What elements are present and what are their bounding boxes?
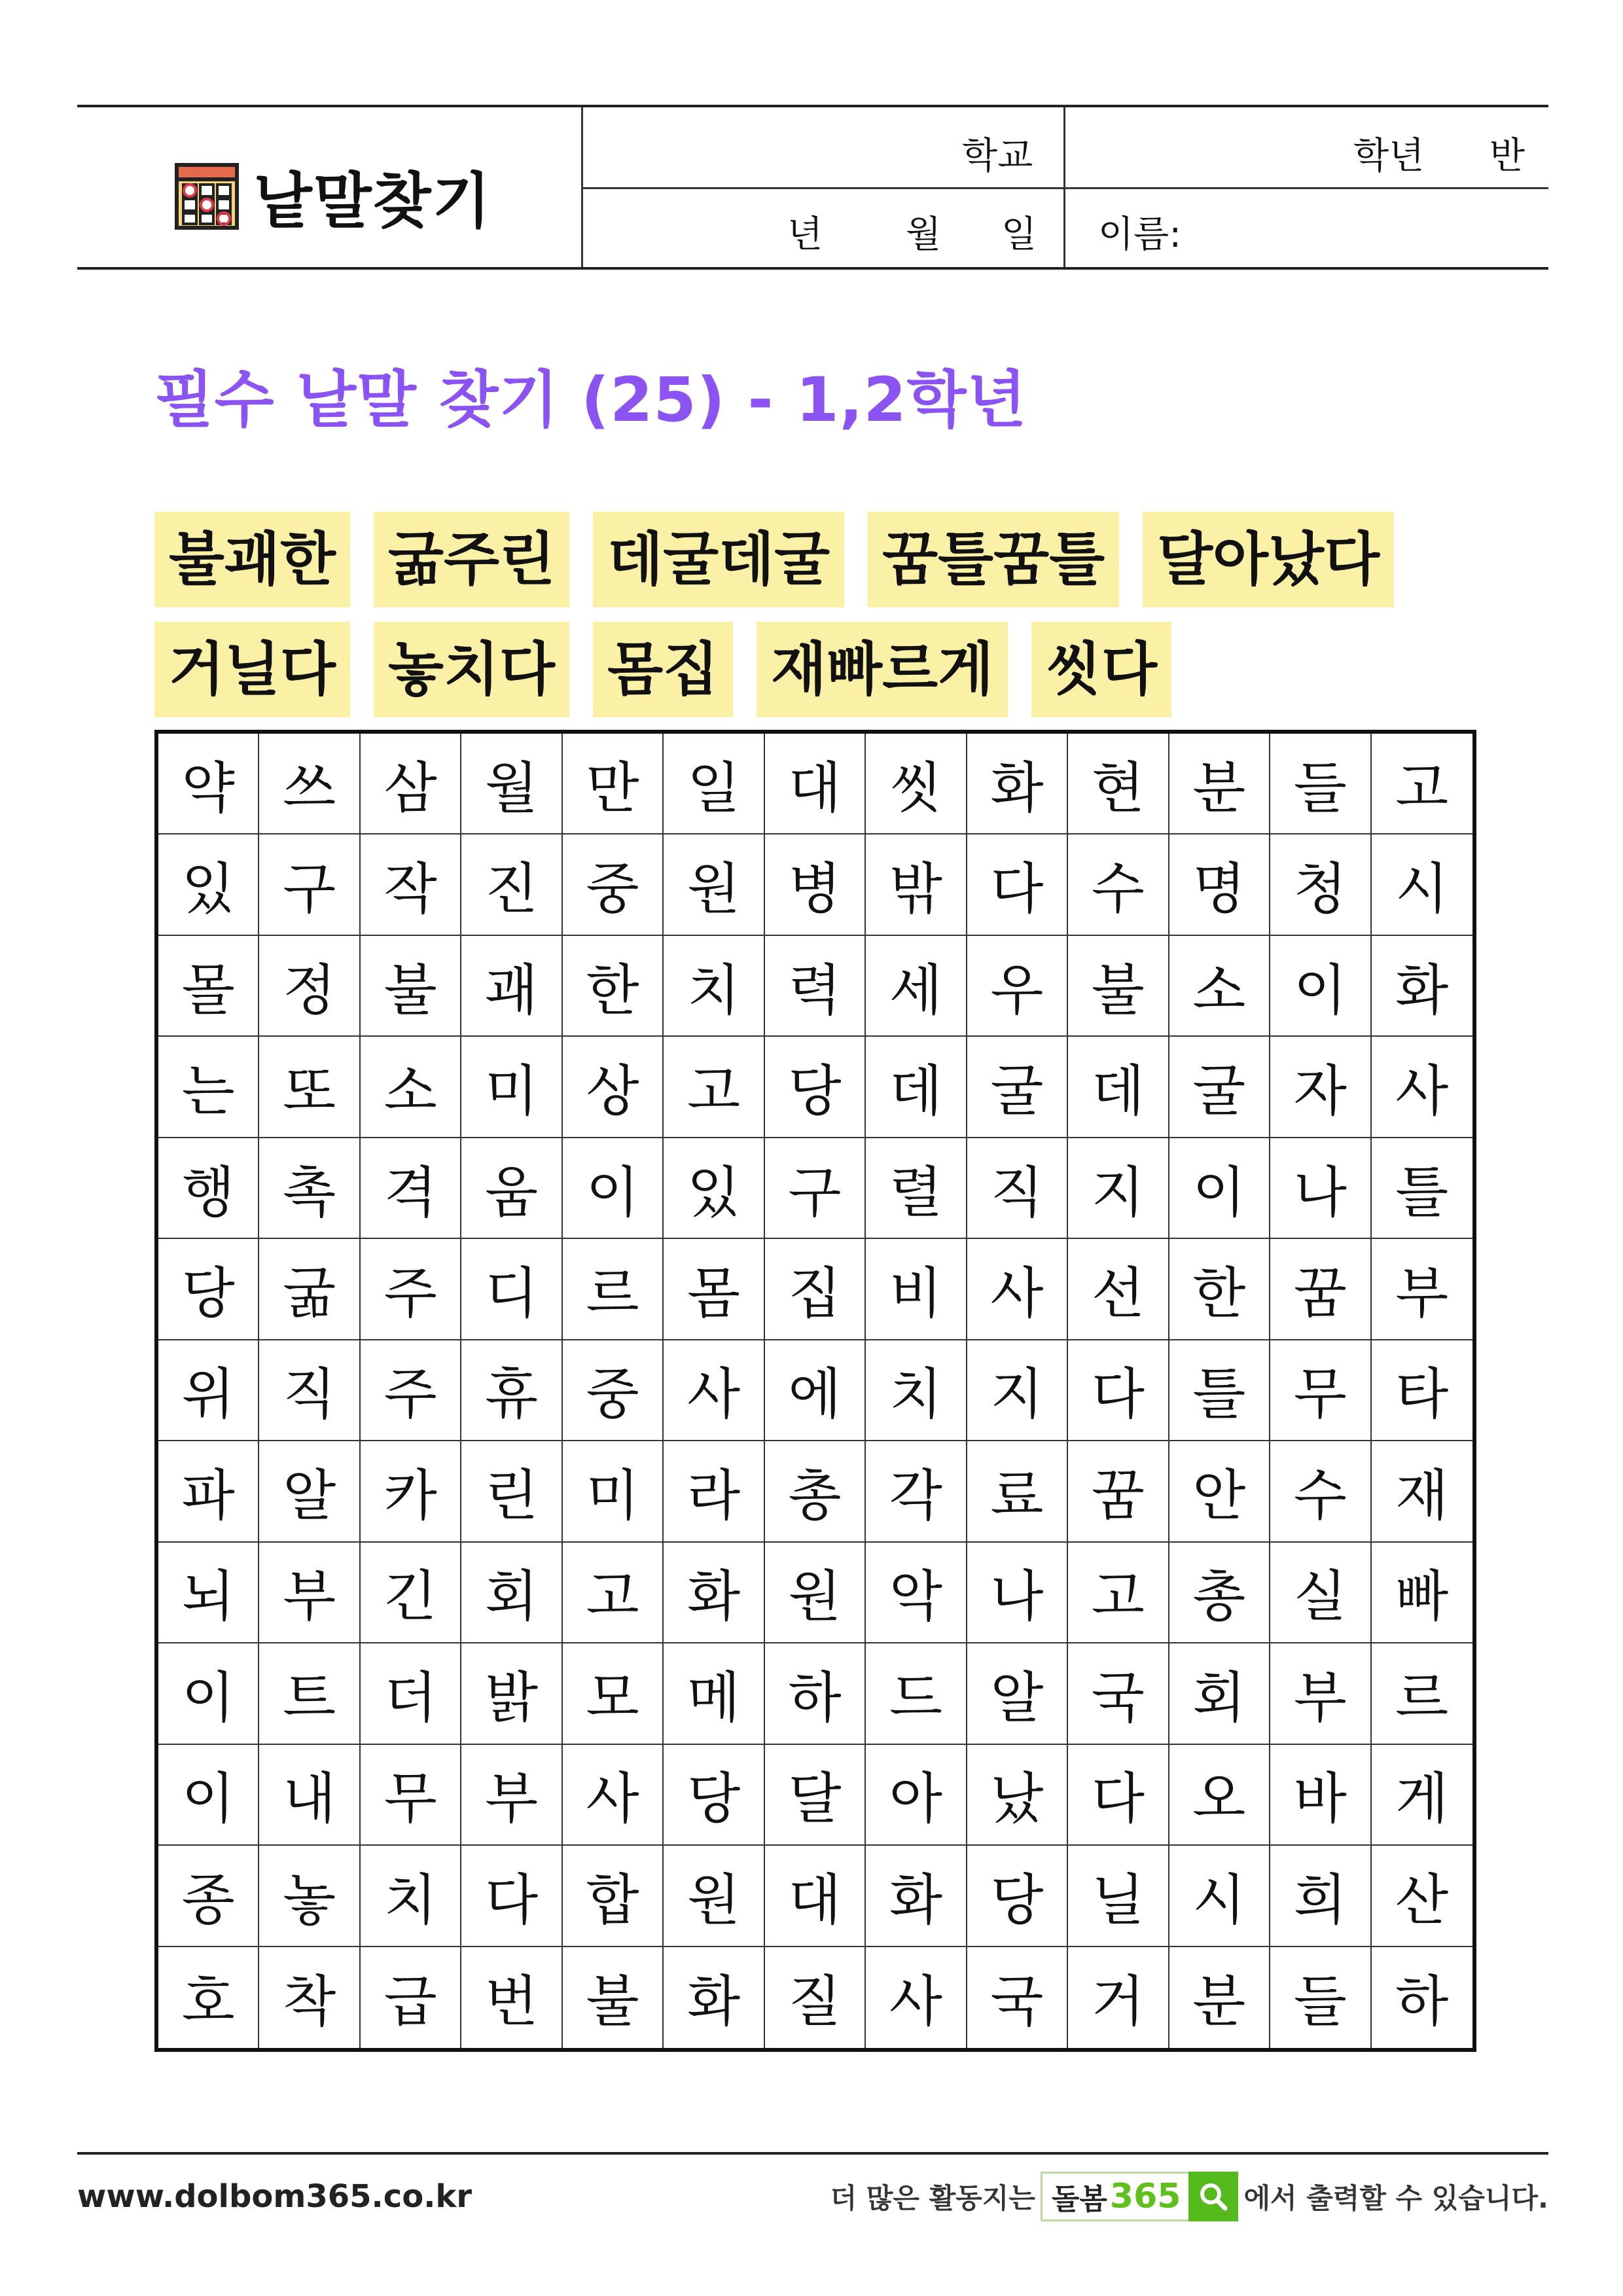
grid-cell[interactable]: 불 xyxy=(1068,936,1169,1037)
grid-cell[interactable]: 분 xyxy=(1169,1947,1270,2048)
grid-cell[interactable]: 지 xyxy=(967,1340,1068,1441)
grid-cell[interactable]: 대 xyxy=(765,734,866,834)
grid-cell[interactable]: 긴 xyxy=(361,1543,461,1643)
grid-cell[interactable]: 호 xyxy=(158,1947,259,2048)
grid-cell[interactable]: 일 xyxy=(664,734,764,834)
grid-cell[interactable]: 밖 xyxy=(866,834,967,935)
grid-cell[interactable]: 밝 xyxy=(461,1643,562,1744)
letter-grid xyxy=(154,730,1476,2052)
word-chip: 씻다 xyxy=(1031,622,1171,717)
word-row xyxy=(154,622,1529,717)
grid-cell[interactable]: 다 xyxy=(1068,1340,1169,1441)
grid-cell[interactable]: 명 xyxy=(1169,834,1270,935)
grid-cell[interactable]: 국 xyxy=(967,1947,1068,2048)
grid-cell[interactable]: 재 xyxy=(1372,1441,1472,1542)
grid-cell[interactable]: 굴 xyxy=(1169,1037,1270,1138)
grid-cell[interactable]: 당 xyxy=(158,1239,259,1340)
grid-cell[interactable]: 당 xyxy=(664,1745,764,1846)
grid-cell[interactable]: 트 xyxy=(259,1643,360,1744)
grid-cell[interactable]: 드 xyxy=(866,1643,967,1744)
footer-divider xyxy=(77,2152,1548,2155)
grid-cell[interactable]: 화 xyxy=(664,1543,764,1643)
badge-name: 돌봄 xyxy=(1051,2183,1107,2216)
grid-cell[interactable]: 꿈 xyxy=(1068,1441,1169,1542)
grid-cell[interactable]: 악 xyxy=(866,1543,967,1643)
grid-cell[interactable]: 진 xyxy=(461,834,562,935)
grid-cell[interactable]: 이 xyxy=(158,1745,259,1846)
site-url[interactable]: www.dolbom365.co.kr xyxy=(77,2178,473,2215)
grid-cell[interactable]: 실 xyxy=(1270,1543,1371,1643)
name-label: 이름: xyxy=(1098,213,1182,256)
grid-cell[interactable]: 작 xyxy=(361,834,461,935)
grid-cell[interactable]: 소 xyxy=(361,1037,461,1138)
grid-cell[interactable]: 몰 xyxy=(158,936,259,1037)
grid-cell[interactable]: 상 xyxy=(563,1037,664,1138)
promo-suffix: 에서 출력할 수 있습니다. xyxy=(1243,2182,1548,2214)
grid-cell[interactable]: 각 xyxy=(866,1441,967,1542)
grid-cell[interactable]: 착 xyxy=(259,1947,360,2048)
word-chip: 거닐다 xyxy=(154,622,350,717)
grid-cell[interactable]: 이 xyxy=(1270,936,1371,1037)
grid-cell[interactable]: 있 xyxy=(664,1138,764,1239)
grid-cell[interactable]: 주 xyxy=(361,1239,461,1340)
grid-cell[interactable]: 나 xyxy=(967,1543,1068,1643)
grid-cell[interactable]: 하 xyxy=(1395,1969,1449,2034)
grid-cell[interactable]: 불 xyxy=(563,1947,664,2048)
grid-cell[interactable]: 오 xyxy=(1169,1745,1270,1846)
grid-cell[interactable]: 무 xyxy=(1270,1340,1371,1441)
worksheet-header xyxy=(77,105,1548,270)
page-title: 필수 낱말 찾기 (25) - 1,2학년 xyxy=(154,365,1027,436)
grid-cell[interactable]: 타 xyxy=(1372,1340,1472,1441)
grid-cell[interactable]: 아 xyxy=(866,1745,967,1846)
grid-cell[interactable]: 격 xyxy=(361,1138,461,1239)
grid-cell[interactable]: 고 xyxy=(563,1543,664,1643)
grid-cell[interactable]: 치 xyxy=(361,1846,461,1946)
grid-cell[interactable]: 원 xyxy=(664,834,764,935)
grid-cell[interactable]: 현 xyxy=(1068,734,1169,834)
grid-cell[interactable]: 총 xyxy=(1169,1543,1270,1643)
grid-cell[interactable]: 불 xyxy=(361,936,461,1037)
grid-cell[interactable]: 원 xyxy=(765,1543,866,1643)
grid-cell[interactable]: 알 xyxy=(259,1441,360,1542)
grid-cell[interactable]: 병 xyxy=(765,834,866,935)
grid-cell[interactable]: 산 xyxy=(1372,1846,1472,1946)
grid-cell[interactable]: 지 xyxy=(1068,1138,1169,1239)
grid-cell[interactable]: 데 xyxy=(1068,1037,1169,1138)
grid-cell[interactable]: 위 xyxy=(158,1340,259,1441)
grid-cell[interactable]: 닐 xyxy=(1068,1846,1169,1946)
grid-cell[interactable]: 들 xyxy=(1270,734,1371,834)
grid-cell[interactable]: 부 xyxy=(461,1745,562,1846)
site-badge[interactable] xyxy=(1041,2172,1239,2221)
word-chip: 달아났다 xyxy=(1143,512,1394,607)
grid-cell[interactable]: 종 xyxy=(158,1846,259,1946)
grid-cell[interactable]: 료 xyxy=(967,1441,1068,1542)
grid-cell[interactable]: 더 xyxy=(361,1643,461,1744)
grid-cell[interactable]: 치 xyxy=(866,1340,967,1441)
grid-cell[interactable]: 부 xyxy=(1372,1239,1472,1340)
grid-cell[interactable]: 게 xyxy=(1372,1745,1472,1846)
grid-cell[interactable]: 자 xyxy=(1270,1037,1371,1138)
grid-cell[interactable]: 고 xyxy=(1372,734,1472,834)
word-chip: 몸집 xyxy=(593,622,733,717)
grid-cell[interactable]: 월 xyxy=(461,734,562,834)
grid-cell[interactable]: 라 xyxy=(664,1441,764,1542)
grid-cell[interactable]: 다 xyxy=(967,834,1068,935)
grid-cell[interactable]: 비 xyxy=(866,1239,967,1340)
grid-cell[interactable]: 괘 xyxy=(461,936,562,1037)
grid-cell[interactable]: 만 xyxy=(563,734,664,834)
grid-cell[interactable]: 집 xyxy=(765,1239,866,1340)
grid-cell[interactable]: 사 xyxy=(866,1947,967,2048)
grid-cell[interactable]: 희 xyxy=(1270,1846,1371,1946)
grid-cell[interactable]: 합 xyxy=(563,1846,664,1946)
grid-cell[interactable]: 우 xyxy=(967,936,1068,1037)
grid-cell[interactable]: 주 xyxy=(361,1340,461,1441)
grid-cell[interactable]: 휴 xyxy=(461,1340,562,1441)
grid-cell[interactable]: 사 xyxy=(1372,1037,1472,1138)
word-chip: 놓치다 xyxy=(374,622,569,717)
grid-cell[interactable]: 회 xyxy=(461,1543,562,1643)
grid-cell[interactable]: 수 xyxy=(1068,834,1169,935)
grid-cell[interactable]: 분 xyxy=(1169,734,1270,834)
grid-cell[interactable]: 있 xyxy=(158,834,259,935)
grid-cell[interactable]: 청 xyxy=(1270,834,1371,935)
grid-cell[interactable]: 수 xyxy=(1270,1441,1371,1542)
grid-cell[interactable]: 부 xyxy=(259,1543,360,1643)
grid-cell[interactable]: 구 xyxy=(765,1138,866,1239)
grid-cell[interactable]: 이 xyxy=(1169,1138,1270,1239)
grid-cell[interactable]: 빠 xyxy=(1372,1543,1472,1643)
promo-text xyxy=(830,2172,1548,2221)
grid-cell[interactable]: 났 xyxy=(967,1745,1068,1846)
grid-cell[interactable]: 질 xyxy=(765,1947,866,2048)
grid-cell[interactable]: 틀 xyxy=(1372,1138,1472,1239)
grid-cell[interactable]: 놓 xyxy=(259,1846,360,1946)
grid-cell[interactable]: 화 xyxy=(664,1947,764,2048)
grid-cell[interactable]: 번 xyxy=(461,1947,562,2048)
grid-cell[interactable]: 꿈 xyxy=(1270,1239,1371,1340)
grid-cell[interactable]: 한 xyxy=(563,936,664,1037)
grid-cell[interactable]: 씻 xyxy=(866,734,967,834)
year-label: 년 xyxy=(787,213,823,256)
grid-cell[interactable]: 모 xyxy=(563,1643,664,1744)
grid-cell[interactable]: 이 xyxy=(158,1643,259,1744)
grid-cell[interactable]: 회 xyxy=(1169,1643,1270,1744)
grid-cell[interactable]: 파 xyxy=(158,1441,259,1542)
grid-cell[interactable]: 화 xyxy=(1372,936,1472,1037)
grid-cell[interactable]: 중 xyxy=(563,834,664,935)
grid-cell[interactable]: 알 xyxy=(967,1643,1068,1744)
grid-cell[interactable]: 삼 xyxy=(361,734,461,834)
school-label: 학교 xyxy=(962,135,1033,177)
grid-cell[interactable]: 디 xyxy=(461,1239,562,1340)
grid-cell[interactable]: 르 xyxy=(563,1239,664,1340)
word-chip: 데굴데굴 xyxy=(593,512,844,607)
badge-number: 365 xyxy=(1109,2177,1181,2216)
grid-cell[interactable]: 굶 xyxy=(259,1239,360,1340)
grid-cell[interactable]: 내 xyxy=(259,1745,360,1846)
grid-cell[interactable]: 굴 xyxy=(967,1037,1068,1138)
grid-cell[interactable]: 안 xyxy=(1169,1441,1270,1542)
grid-cell[interactable]: 무 xyxy=(361,1745,461,1846)
grid-cell[interactable]: 메 xyxy=(664,1643,764,1744)
grid-cell[interactable]: 급 xyxy=(361,1947,461,2048)
grid-cell[interactable]: 부 xyxy=(1270,1643,1371,1744)
class-label: 반 xyxy=(1489,135,1525,177)
grid-cell[interactable]: 총 xyxy=(765,1441,866,1542)
grid-cell[interactable]: 이 xyxy=(563,1138,664,1239)
grid-cell[interactable]: 몸 xyxy=(664,1239,764,1340)
grid-cell[interactable]: 사 xyxy=(563,1745,664,1846)
grid-cell[interactable]: 하 xyxy=(765,1643,866,1744)
grid-cell[interactable]: 틀 xyxy=(1169,1340,1270,1441)
grid-cell[interactable]: 한 xyxy=(1169,1239,1270,1340)
grid-cell[interactable]: 사 xyxy=(664,1340,764,1441)
grid-cell[interactable]: 달 xyxy=(765,1745,866,1846)
header-divider xyxy=(581,187,1548,189)
grid-cell[interactable]: 구 xyxy=(259,834,360,935)
grid-cell[interactable]: 린 xyxy=(461,1441,562,1542)
grid-cell[interactable]: 중 xyxy=(563,1340,664,1441)
grid-cell[interactable]: 나 xyxy=(1270,1138,1371,1239)
grid-cell[interactable]: 또 xyxy=(259,1037,360,1138)
grid-cell[interactable]: 약 xyxy=(158,734,259,834)
word-row xyxy=(154,512,1529,607)
grid-cell[interactable]: 바 xyxy=(1270,1745,1371,1846)
grid-cell[interactable]: 촉 xyxy=(259,1138,360,1239)
grid-cell[interactable]: 행 xyxy=(158,1138,259,1239)
grid-cell[interactable]: 는 xyxy=(158,1037,259,1138)
grid-cell[interactable]: 직 xyxy=(259,1340,360,1441)
grid-cell[interactable]: 국 xyxy=(1068,1643,1169,1744)
search-icon[interactable] xyxy=(1188,2172,1238,2221)
grid-cell[interactable]: 에 xyxy=(765,1340,866,1441)
grid-cell[interactable]: 원 xyxy=(664,1846,764,1946)
grid-cell[interactable]: 움 xyxy=(461,1138,562,1239)
word-list xyxy=(154,512,1529,732)
calendar-grid-icon xyxy=(174,162,240,230)
grid-cell[interactable]: 사 xyxy=(967,1239,1068,1340)
grid-cell[interactable]: 고 xyxy=(1068,1543,1169,1643)
grid-cell[interactable]: 쓰 xyxy=(259,734,360,834)
grade-label: 학년 xyxy=(1353,135,1425,177)
grid-cell[interactable]: 직 xyxy=(967,1138,1068,1239)
grid-cell[interactable]: 정 xyxy=(259,936,360,1037)
grid-cell[interactable]: 시 xyxy=(1169,1846,1270,1946)
promo-prefix: 더 많은 활동지는 xyxy=(830,2182,1035,2214)
grid-cell[interactable]: 미 xyxy=(563,1441,664,1542)
grid-cell[interactable]: 거 xyxy=(1068,1947,1169,2048)
grid-cell[interactable]: 력 xyxy=(765,936,866,1037)
grid-cell[interactable]: 카 xyxy=(361,1441,461,1542)
word-chip: 불괘한 xyxy=(154,512,350,607)
grid-cell[interactable]: 다 xyxy=(461,1846,562,1946)
word-chip: 재빠르게 xyxy=(757,622,1008,717)
grid-cell[interactable]: 대 xyxy=(765,1846,866,1946)
grid-cell[interactable]: 화 xyxy=(967,734,1068,834)
grid-cell[interactable]: 세 xyxy=(866,936,967,1037)
grid-cell[interactable]: 데 xyxy=(866,1037,967,1138)
grid-cell[interactable]: 선 xyxy=(1068,1239,1169,1340)
grid-cell[interactable]: 고 xyxy=(664,1037,764,1138)
day-label: 일 xyxy=(1001,213,1037,256)
grid-cell[interactable]: 시 xyxy=(1372,834,1472,935)
grid-cell[interactable]: 당 xyxy=(765,1037,866,1138)
grid-cell[interactable]: 르 xyxy=(1372,1643,1472,1744)
grid-cell[interactable]: 다 xyxy=(1068,1745,1169,1846)
grid-cell[interactable]: 렬 xyxy=(866,1138,967,1239)
grid-cell[interactable]: 미 xyxy=(461,1037,562,1138)
grid-cell[interactable]: 화 xyxy=(866,1846,967,1946)
grid-cell[interactable]: 치 xyxy=(664,936,764,1037)
grid-cell[interactable]: 당 xyxy=(967,1846,1068,1946)
brand xyxy=(174,153,492,240)
month-label: 월 xyxy=(906,213,942,256)
brand-title: 낱말찾기 xyxy=(254,166,492,236)
grid-cell[interactable]: 뇌 xyxy=(158,1543,259,1643)
grid-cell[interactable]: 소 xyxy=(1169,936,1270,1037)
word-chip: 굶주린 xyxy=(374,512,569,607)
grid-cell[interactable]: 들 xyxy=(1270,1947,1371,2048)
word-chip: 꿈틀꿈틀 xyxy=(868,512,1119,607)
